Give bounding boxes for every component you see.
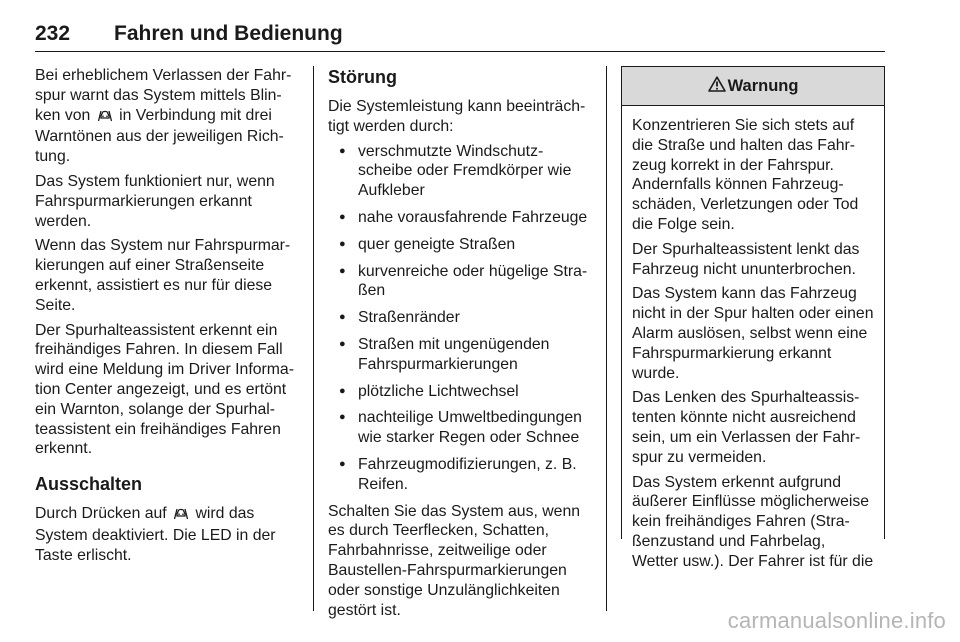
list-item: ● nahe vorausfahrende Fahrzeuge xyxy=(328,208,590,228)
paragraph-intro: Die Systemleistung kann beeinträch-tigt werden durch: xyxy=(328,98,586,135)
page-header xyxy=(35,22,885,52)
list-item: ● Straßenränder xyxy=(328,308,590,328)
list-item: ● nachteilige Umweltbedingungen wie starker Regen oder Schnee xyxy=(328,408,590,448)
warning-paragraph: Der Spurhalteassistent lenkt das Fahrzeug nicht ununterbrochen. xyxy=(632,240,860,278)
column-divider xyxy=(606,66,607,611)
warning-header xyxy=(622,67,884,106)
list-item: ● verschmutzte Windschutz-scheibe oder Fremdkörper wie Aufkleber xyxy=(328,142,590,201)
lane-keep-assist-icon xyxy=(173,506,189,526)
column-middle xyxy=(328,66,590,625)
warning-paragraph: Das System kann das Fahrzeug nicht in der Spur halten oder einen Alarm auslösen, selbst wenn eine Fahrspurmarkierung erkannt wurde. xyxy=(632,285,874,382)
list-item: ● quer geneigte Straßen xyxy=(328,235,590,255)
warning-box xyxy=(621,66,885,570)
section-title: Fahren und Bedienung xyxy=(114,22,343,45)
warning-triangle-icon xyxy=(708,76,726,97)
paragraph-outro: Schalten Sie das System aus, wenn es durch Teerflecken, Schatten, Fahrbahnrisse, zeitweilige oder Baustellen-Fahrspurmarkierungen oder sonstige Unzulänglichkeiten gestört ist. xyxy=(328,502,581,619)
paragraph-hands-free: Der Spurhalteassistent erkennt ein freihändiges Fahren. In diesem Fall wird eine Meldung im Driver Informa-tion Center angezeigt, und es ertönt ein Warnton, solange der Spurhal-teassistent ein freihändiges Fahren erkennt. xyxy=(35,321,294,458)
bullet-list xyxy=(328,142,590,495)
list-item: ● Fahrzeugmodifizierungen, z. B. Reifen. xyxy=(328,455,590,495)
list-item: ● kurvenreiche oder hügelige Stra-ßen xyxy=(328,262,590,302)
paragraph-system-function: Das System funktioniert nur, wenn Fahrspurmarkierungen erkannt werden. xyxy=(35,172,275,230)
lane-keep-assist-icon xyxy=(97,108,113,128)
warning-body xyxy=(622,106,884,572)
column-divider xyxy=(313,66,314,611)
paragraph-one-side: Wenn das System nur Fahrspurmar-kierungen auf einer Straßenseite erkennt, assistiert es nur für diese Seite. xyxy=(35,237,291,314)
page-number: 232 xyxy=(35,22,71,45)
warning-paragraph: Das System erkennt aufgrund äußerer Einflüsse möglicherweise kein freihändiges Fahren (Stra-ßenzustand und Fahrbelag, Wetter usw.). Der Fahrer ist für die xyxy=(632,473,874,570)
paragraph-lane-departure-warning: Bei erheblichem Verlassen der Fahr-spur warnt das System mittels Blin-ken von in Verbindung mit drei Warntönen aus der jeweiligen Rich-tung. xyxy=(35,67,292,166)
list-item: ● plötzliche Lichtwechsel xyxy=(328,382,590,402)
paragraph-deactivate: Durch Drücken auf wird das System deaktiviert. Die LED in der Taste erlischt. xyxy=(35,505,276,564)
warning-title: Warnung xyxy=(727,76,799,95)
heading-ausschalten: Ausschalten xyxy=(35,474,143,495)
header-rule xyxy=(35,51,885,52)
list-item: ● Straßen mit ungenügenden Fahrspurmarkierungen xyxy=(328,335,590,375)
watermark[interactable]: carmanualsonline.info xyxy=(727,608,946,633)
heading-stoerung: Störung xyxy=(328,67,397,87)
column-left xyxy=(35,66,300,571)
warning-paragraph: Das Lenken des Spurhalteassis-tenten könnte nicht ausreichend sein, um ein Verlassen der Fahr-spur zu vermeiden. xyxy=(632,389,861,466)
warning-paragraph: Konzentrieren Sie sich stets auf die Straße und halten das Fahr-zeug korrekt in der Fahrspur. Andernfalls können Fahrzeug-schäden, Verletzungen oder Tod die Folge sein. xyxy=(632,117,859,233)
